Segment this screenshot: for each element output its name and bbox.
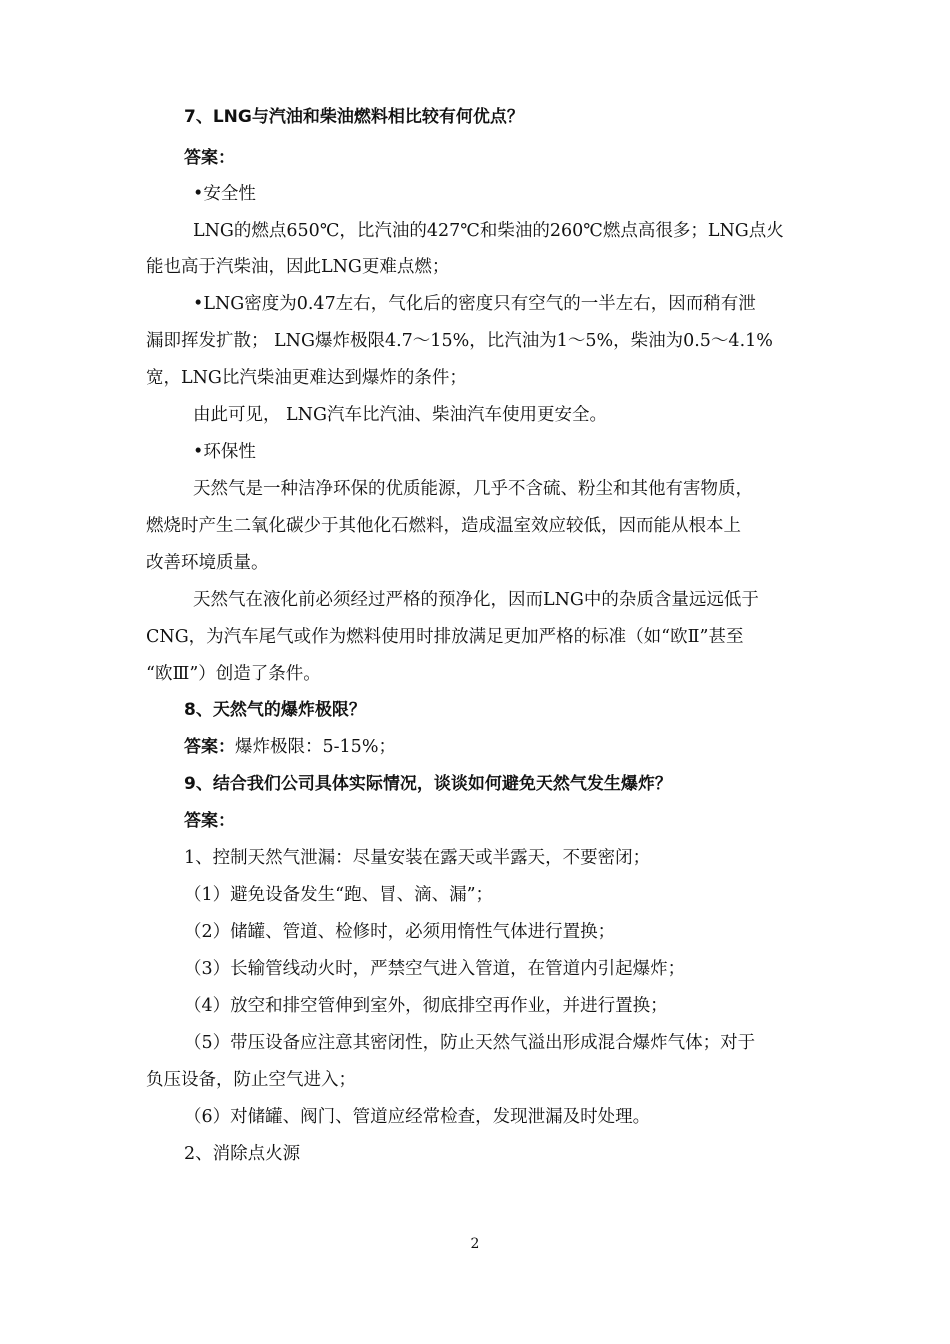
sub-item: （3）长输管线动火时，严禁空气进入管道，在管道内引起爆炸； xyxy=(184,959,686,979)
safety-heading: •安全性 xyxy=(193,184,256,204)
sub-item: 负压设备，防止空气进入； xyxy=(146,1070,356,1090)
answer-label-8: 答案： xyxy=(184,737,235,757)
page-number: 2 xyxy=(470,1236,480,1252)
sub-item: （4）放空和排空管伸到室外，彻底排空再作业，并进行置换； xyxy=(184,996,668,1016)
answer-label-9: 答案： xyxy=(184,811,235,831)
list-item: 1、控制天然气泄漏：尽量安装在露天或半露天，不要密闭； xyxy=(184,848,651,868)
answer-line-8 xyxy=(184,735,396,759)
question-9: 9、结合我们公司具体实际情况，谈谈如何避免天然气发生爆炸？ xyxy=(184,774,672,794)
paragraph-line: 燃烧时产生二氧化碳少于其他化石燃料，造成温室效应较低，因而能从根本上 xyxy=(146,516,741,536)
sub-item: （6）对储罐、阀门、管道应经常检查，发现泄漏及时处理。 xyxy=(184,1107,651,1127)
paragraph-line: 漏即挥发扩散； LNG爆炸极限4.7～15%，比汽油为1～5%，柴油为0.5～4.1% xyxy=(146,331,773,351)
answer-label-7: 答案： xyxy=(184,148,235,168)
question-7: 7、LNG与汽油和柴油燃料相比较有何优点？ xyxy=(184,107,524,127)
paragraph-line: 天然气是一种洁净环保的优质能源，几乎不含硫、粉尘和其他有害物质， xyxy=(193,479,753,499)
answer-text-8: 爆炸极限：5-15%； xyxy=(235,737,396,757)
paragraph-line: 改善环境质量。 xyxy=(146,553,269,573)
paragraph-line: 宽，LNG比汽柴油更难达到爆炸的条件； xyxy=(146,368,467,388)
paragraph-line: LNG的燃点650℃，比汽油的427℃和柴油的260℃燃点高很多；LNG点火 xyxy=(193,221,784,241)
env-heading: •环保性 xyxy=(193,442,256,462)
sub-item: （5）带压设备应注意其密闭性，防止天然气溢出形成混合爆炸气体；对于 xyxy=(184,1033,756,1053)
list-item: 2、消除点火源 xyxy=(184,1144,301,1164)
question-8: 8、天然气的爆炸极限？ xyxy=(184,700,366,720)
paragraph-line: 天然气在液化前必须经过严格的预净化，因而LNG中的杂质含量远远低于 xyxy=(193,590,759,610)
paragraph-line: CNG，为汽车尾气或作为燃料使用时排放满足更加严格的标准（如“欧Ⅱ”甚至 xyxy=(146,627,744,647)
sub-item: （1）避免设备发生“跑、冒、滴、漏”； xyxy=(184,885,494,905)
sub-item: （2）储罐、管道、检修时，必须用惰性气体进行置换； xyxy=(184,922,616,942)
paragraph-line: •LNG密度为0.47左右，气化后的密度只有空气的一半左右，因而稍有泄 xyxy=(193,294,756,314)
paragraph-line: “欧Ⅲ”）创造了条件。 xyxy=(146,664,321,684)
paragraph-line: 能也高于汽柴油，因此LNG更难点燃； xyxy=(146,257,450,277)
paragraph-line: 由此可见， LNG汽车比汽油、柴油汽车使用更安全。 xyxy=(193,405,607,425)
